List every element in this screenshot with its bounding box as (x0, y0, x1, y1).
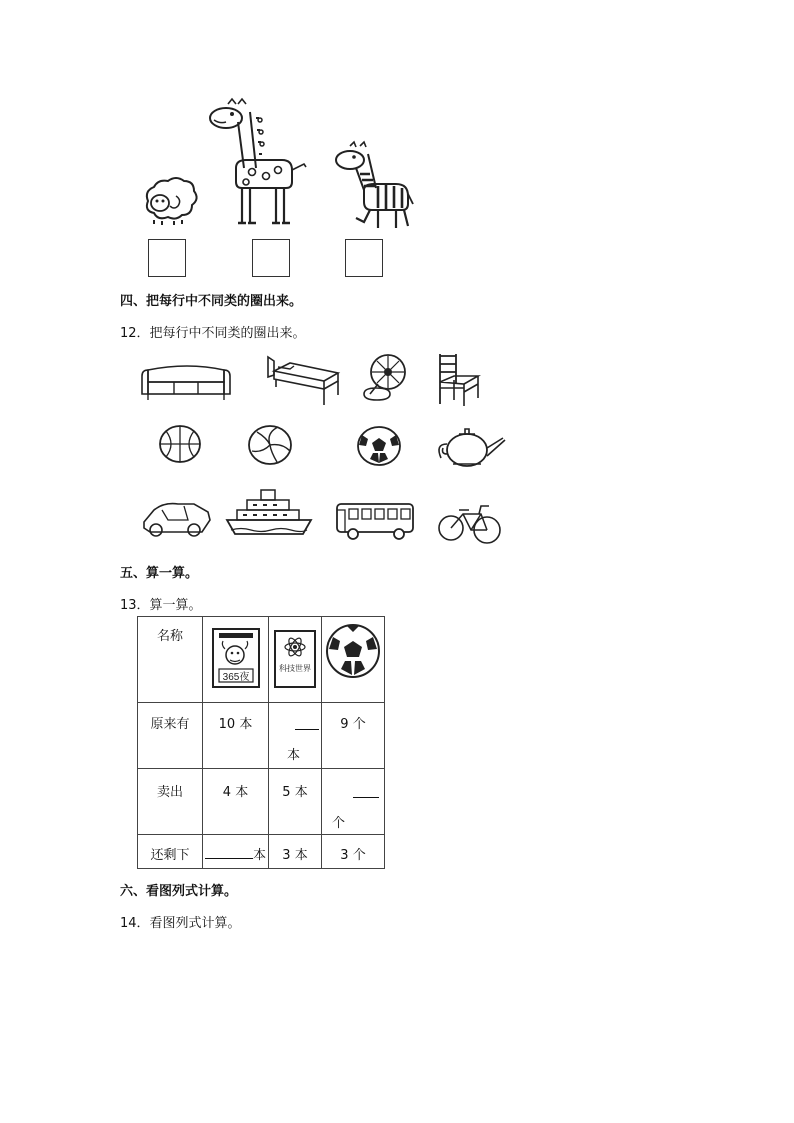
question-12: 12．把每行中不同类的圈出来。 (120, 326, 306, 341)
car-icon (140, 496, 212, 540)
table-row (138, 703, 385, 769)
calc-table (137, 616, 385, 869)
soccer-ball-icon (325, 623, 381, 679)
item-cell-science-book (269, 617, 322, 703)
row-label: 原来有 (138, 703, 203, 769)
bed-icon (264, 353, 342, 409)
table-cell: 个 (322, 769, 385, 835)
soccer-ball-icon (356, 425, 402, 467)
table-row (138, 769, 385, 835)
science-book-title: 科技世界 (279, 664, 311, 673)
table-cell: 3 本 (269, 835, 322, 869)
answer-box-giraffe[interactable] (252, 239, 290, 277)
answer-blank[interactable] (295, 717, 319, 730)
table-row (138, 835, 385, 869)
basketball-icon (158, 424, 202, 464)
giraffe-icon (206, 98, 306, 228)
section-heading-6: 六、看图列式计算。 (120, 884, 238, 899)
question-14: 14．看图列式计算。 (120, 916, 241, 931)
zebra-icon (330, 140, 414, 232)
storybook-title: 365夜 (222, 672, 249, 683)
answer-box-sheep[interactable] (148, 239, 186, 277)
bicycle-icon (437, 500, 503, 546)
chair-icon (436, 352, 482, 408)
fan-icon (360, 352, 408, 408)
header-cell (138, 617, 203, 703)
table-cell: 5 本 (269, 769, 322, 835)
table-cell: 本 (269, 703, 322, 769)
item-cell-soccer-ball (322, 617, 385, 703)
science-book-icon (273, 629, 317, 689)
sheep-icon (140, 176, 198, 226)
volleyball-icon (247, 424, 293, 466)
teapot-icon (437, 424, 509, 470)
storybook-icon (211, 627, 261, 689)
section-heading-5: 五、算一算。 (120, 566, 199, 581)
answer-box-zebra[interactable] (345, 239, 383, 277)
ship-icon (225, 488, 313, 540)
answer-blank[interactable] (353, 785, 379, 798)
table-cell: 9 个 (322, 703, 385, 769)
header-label: 名称 (156, 629, 183, 644)
section-heading-4: 四、把每行中不同类的圈出来。 (120, 294, 303, 309)
bus-icon (333, 500, 417, 542)
table-cell: 10 本 (203, 703, 269, 769)
row-label: 卖出 (138, 769, 203, 835)
table-cell: 本 (203, 835, 269, 869)
answer-blank[interactable] (205, 846, 253, 859)
row-label: 还剩下 (138, 835, 203, 869)
table-cell: 3 个 (322, 835, 385, 869)
table-cell: 4 本 (203, 769, 269, 835)
item-cell-storybook (203, 617, 269, 703)
sofa-icon (140, 362, 232, 402)
question-13: 13．算一算。 (120, 598, 202, 613)
